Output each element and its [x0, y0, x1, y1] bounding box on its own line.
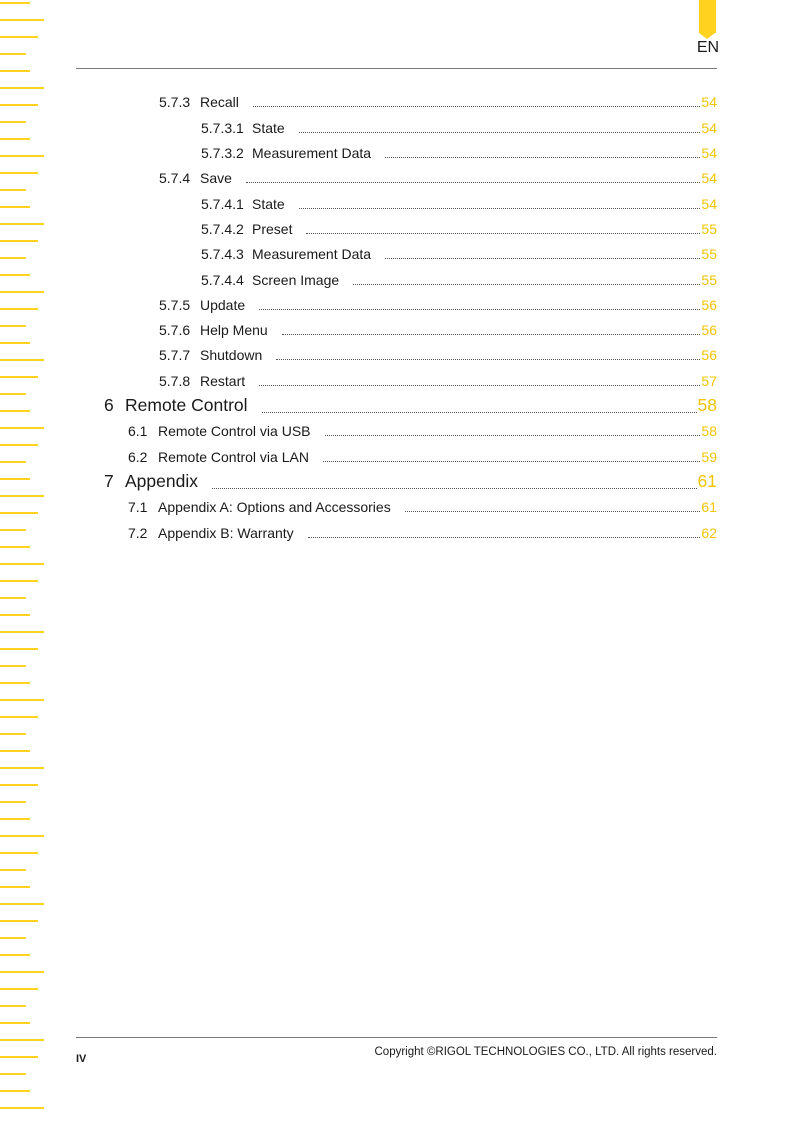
edge-tick [0, 648, 38, 650]
edge-tick [0, 818, 30, 820]
toc-entry-title: Preset [252, 221, 293, 237]
edge-tick [0, 988, 38, 990]
toc-dot-leader [405, 510, 701, 512]
toc-dot-leader [385, 257, 700, 259]
edge-tick [0, 172, 38, 174]
edge-tick [0, 1005, 26, 1007]
toc-entry[interactable] [159, 298, 717, 312]
toc-dot-leader [212, 487, 697, 489]
toc-entry[interactable] [159, 95, 717, 109]
toc-entry-page: 54 [701, 170, 717, 186]
edge-tick [0, 1073, 26, 1075]
toc-entry-page: 54 [701, 145, 717, 161]
edge-tick [0, 1056, 38, 1058]
toc-entry[interactable] [201, 121, 717, 135]
edge-tick [0, 1022, 30, 1024]
toc-entry-number: 5.7.3 [159, 94, 191, 110]
toc-dot-leader [253, 105, 701, 107]
toc-entry-number: 5.7.8 [159, 373, 191, 389]
edge-tick [0, 614, 30, 616]
toc-entry-number: 5.7.4.4 [201, 272, 244, 288]
edge-tick [0, 393, 26, 395]
toc-entry-page: 56 [701, 297, 717, 313]
edge-tick [0, 223, 44, 225]
edge-tick [0, 631, 44, 633]
toc-dot-leader [259, 308, 700, 310]
toc-entry-page: 61 [701, 499, 717, 515]
edge-tick [0, 308, 38, 310]
toc-entry[interactable] [159, 348, 717, 362]
toc-entry-number: 5.7.4.3 [201, 246, 244, 262]
edge-tick [0, 495, 44, 497]
edge-tick [0, 767, 44, 769]
toc-dot-leader [282, 333, 701, 335]
edge-tick [0, 682, 30, 684]
toc-entry-number: 6 [104, 395, 114, 415]
toc-entry-title: State [252, 120, 285, 136]
footer-rule [76, 1037, 717, 1038]
toc-entry[interactable] [201, 146, 717, 160]
toc-entry-page: 55 [701, 246, 717, 262]
edge-tick [0, 920, 38, 922]
toc-entry-title: Appendix [125, 471, 198, 491]
edge-tick [0, 869, 26, 871]
toc-entry-title: State [252, 196, 285, 212]
edge-tick [0, 104, 38, 106]
edge-tick [0, 461, 26, 463]
edge-tick [0, 206, 30, 208]
edge-tick [0, 274, 30, 276]
edge-tick [0, 1039, 44, 1041]
footer-copyright: Copyright ©RIGOL TECHNOLOGIES CO., LTD. All rights reserved. [374, 1046, 717, 1058]
toc-entry[interactable] [201, 247, 717, 261]
edge-tick [0, 1107, 44, 1109]
toc-entry-number: 7 [104, 471, 114, 491]
toc-entry-number: 5.7.7 [159, 347, 191, 363]
edge-tick [0, 903, 44, 905]
toc-dot-leader [276, 358, 700, 360]
toc-entry-number: 6.2 [128, 449, 148, 465]
toc-entry-page: 61 [697, 471, 717, 491]
edge-tick [0, 410, 30, 412]
toc-dot-leader [308, 536, 701, 538]
edge-tick [0, 801, 26, 803]
edge-tick [0, 189, 26, 191]
toc-dot-leader [246, 181, 701, 183]
edge-tick [0, 784, 38, 786]
toc-entry-number: 5.7.3.2 [201, 145, 244, 161]
edge-tick [0, 342, 30, 344]
edge-tick [0, 954, 30, 956]
toc-entry-number: 7.2 [128, 525, 148, 541]
toc-entry-page: 59 [701, 449, 717, 465]
toc-entry[interactable] [104, 397, 717, 415]
edge-tick [0, 852, 38, 854]
header-rule [76, 68, 717, 69]
toc-entry-title: Measurement Data [252, 246, 372, 262]
toc-entry[interactable] [128, 424, 717, 438]
edge-tick [0, 138, 30, 140]
edge-tick [0, 36, 38, 38]
edge-tick [0, 19, 44, 21]
edge-tick [0, 886, 30, 888]
edge-tick [0, 733, 26, 735]
edge-tick [0, 478, 30, 480]
edge-tick [0, 291, 44, 293]
edge-tick [0, 359, 44, 361]
toc-entry-page: 56 [701, 322, 717, 338]
toc-entry-page: 54 [701, 196, 717, 212]
toc-entry[interactable] [159, 374, 717, 388]
toc-entry-number: 5.7.5 [159, 297, 191, 313]
toc-entry-number: 5.7.4.1 [201, 196, 244, 212]
edge-tick [0, 53, 26, 55]
toc-entry[interactable] [128, 450, 717, 464]
edge-tick [0, 325, 26, 327]
edge-tick [0, 529, 26, 531]
toc-dot-leader [299, 207, 701, 209]
toc-entry-title: Recall [200, 94, 239, 110]
edge-tick [0, 121, 26, 123]
edge-tick [0, 597, 26, 599]
edge-tick [0, 937, 26, 939]
language-label: EN [696, 39, 720, 56]
toc-entry-title: Restart [200, 373, 246, 389]
toc-entry-title: Remote Control via LAN [158, 449, 309, 465]
toc-entry-number: 7.1 [128, 499, 148, 515]
toc-entry[interactable] [128, 500, 717, 514]
edge-tick [0, 257, 26, 259]
edge-tick [0, 750, 30, 752]
toc-entry-page: 58 [697, 395, 717, 415]
toc-dot-leader [306, 232, 700, 234]
toc-entry-page: 58 [701, 423, 717, 439]
toc-entry[interactable] [201, 222, 717, 236]
toc-entry-page: 62 [701, 525, 717, 541]
edge-tick [0, 546, 30, 548]
toc-dot-leader [353, 283, 700, 285]
edge-tick [0, 580, 38, 582]
edge-tick [0, 427, 44, 429]
toc-entry-title: Screen Image [252, 272, 340, 288]
edge-tick [0, 665, 26, 667]
toc-entry[interactable] [201, 197, 717, 211]
edge-tick [0, 155, 44, 157]
toc-dot-leader [385, 156, 700, 158]
toc-entry-title: Help Menu [200, 322, 268, 338]
toc-entry-page: 57 [701, 373, 717, 389]
toc-entry-title: Appendix A: Options and Accessories [158, 499, 391, 515]
toc-dot-leader [259, 384, 700, 386]
toc-entry-title: Measurement Data [252, 145, 372, 161]
toc-entry-title: Save [200, 170, 232, 186]
toc-entry-page: 55 [701, 272, 717, 288]
edge-tick [0, 240, 38, 242]
toc-entry[interactable] [159, 323, 717, 337]
edge-tick [0, 2, 30, 4]
toc-entry-title: Remote Control [125, 395, 248, 415]
toc-entry-number: 6.1 [128, 423, 148, 439]
edge-tick [0, 376, 38, 378]
toc-entry-page: 54 [701, 120, 717, 136]
toc-entry-page: 54 [701, 94, 717, 110]
page-edge-tab-strip [0, 0, 46, 1122]
toc-entry-title: Update [200, 297, 246, 313]
toc-entry-title: Shutdown [200, 347, 263, 363]
edge-tick [0, 512, 38, 514]
edge-tick [0, 835, 44, 837]
edge-tick [0, 563, 44, 565]
footer-page-number: IV [76, 1053, 87, 1065]
edge-tick [0, 444, 38, 446]
toc-entry[interactable] [159, 171, 717, 185]
edge-tick [0, 70, 30, 72]
edge-tick [0, 971, 44, 973]
edge-tick [0, 699, 44, 701]
toc-entry-number: 5.7.6 [159, 322, 191, 338]
toc-entry-page: 56 [701, 347, 717, 363]
language-tab-marker [699, 0, 716, 33]
toc-entry[interactable] [104, 473, 717, 491]
toc-entry[interactable] [128, 526, 717, 540]
toc-entry-page: 55 [701, 221, 717, 237]
toc-entry-title: Appendix B: Warranty [158, 525, 294, 541]
toc-entry-title: Remote Control via USB [158, 423, 311, 439]
edge-tick [0, 87, 44, 89]
edge-tick [0, 716, 38, 718]
toc-entry-number: 5.7.3.1 [201, 120, 244, 136]
toc-entry[interactable] [201, 273, 717, 287]
toc-dot-leader [325, 434, 701, 436]
toc-dot-leader [262, 411, 697, 413]
edge-tick [0, 1090, 30, 1092]
toc-entry-number: 5.7.4 [159, 170, 191, 186]
toc-dot-leader [323, 460, 700, 462]
toc-entry-number: 5.7.4.2 [201, 221, 244, 237]
toc-dot-leader [299, 131, 701, 133]
